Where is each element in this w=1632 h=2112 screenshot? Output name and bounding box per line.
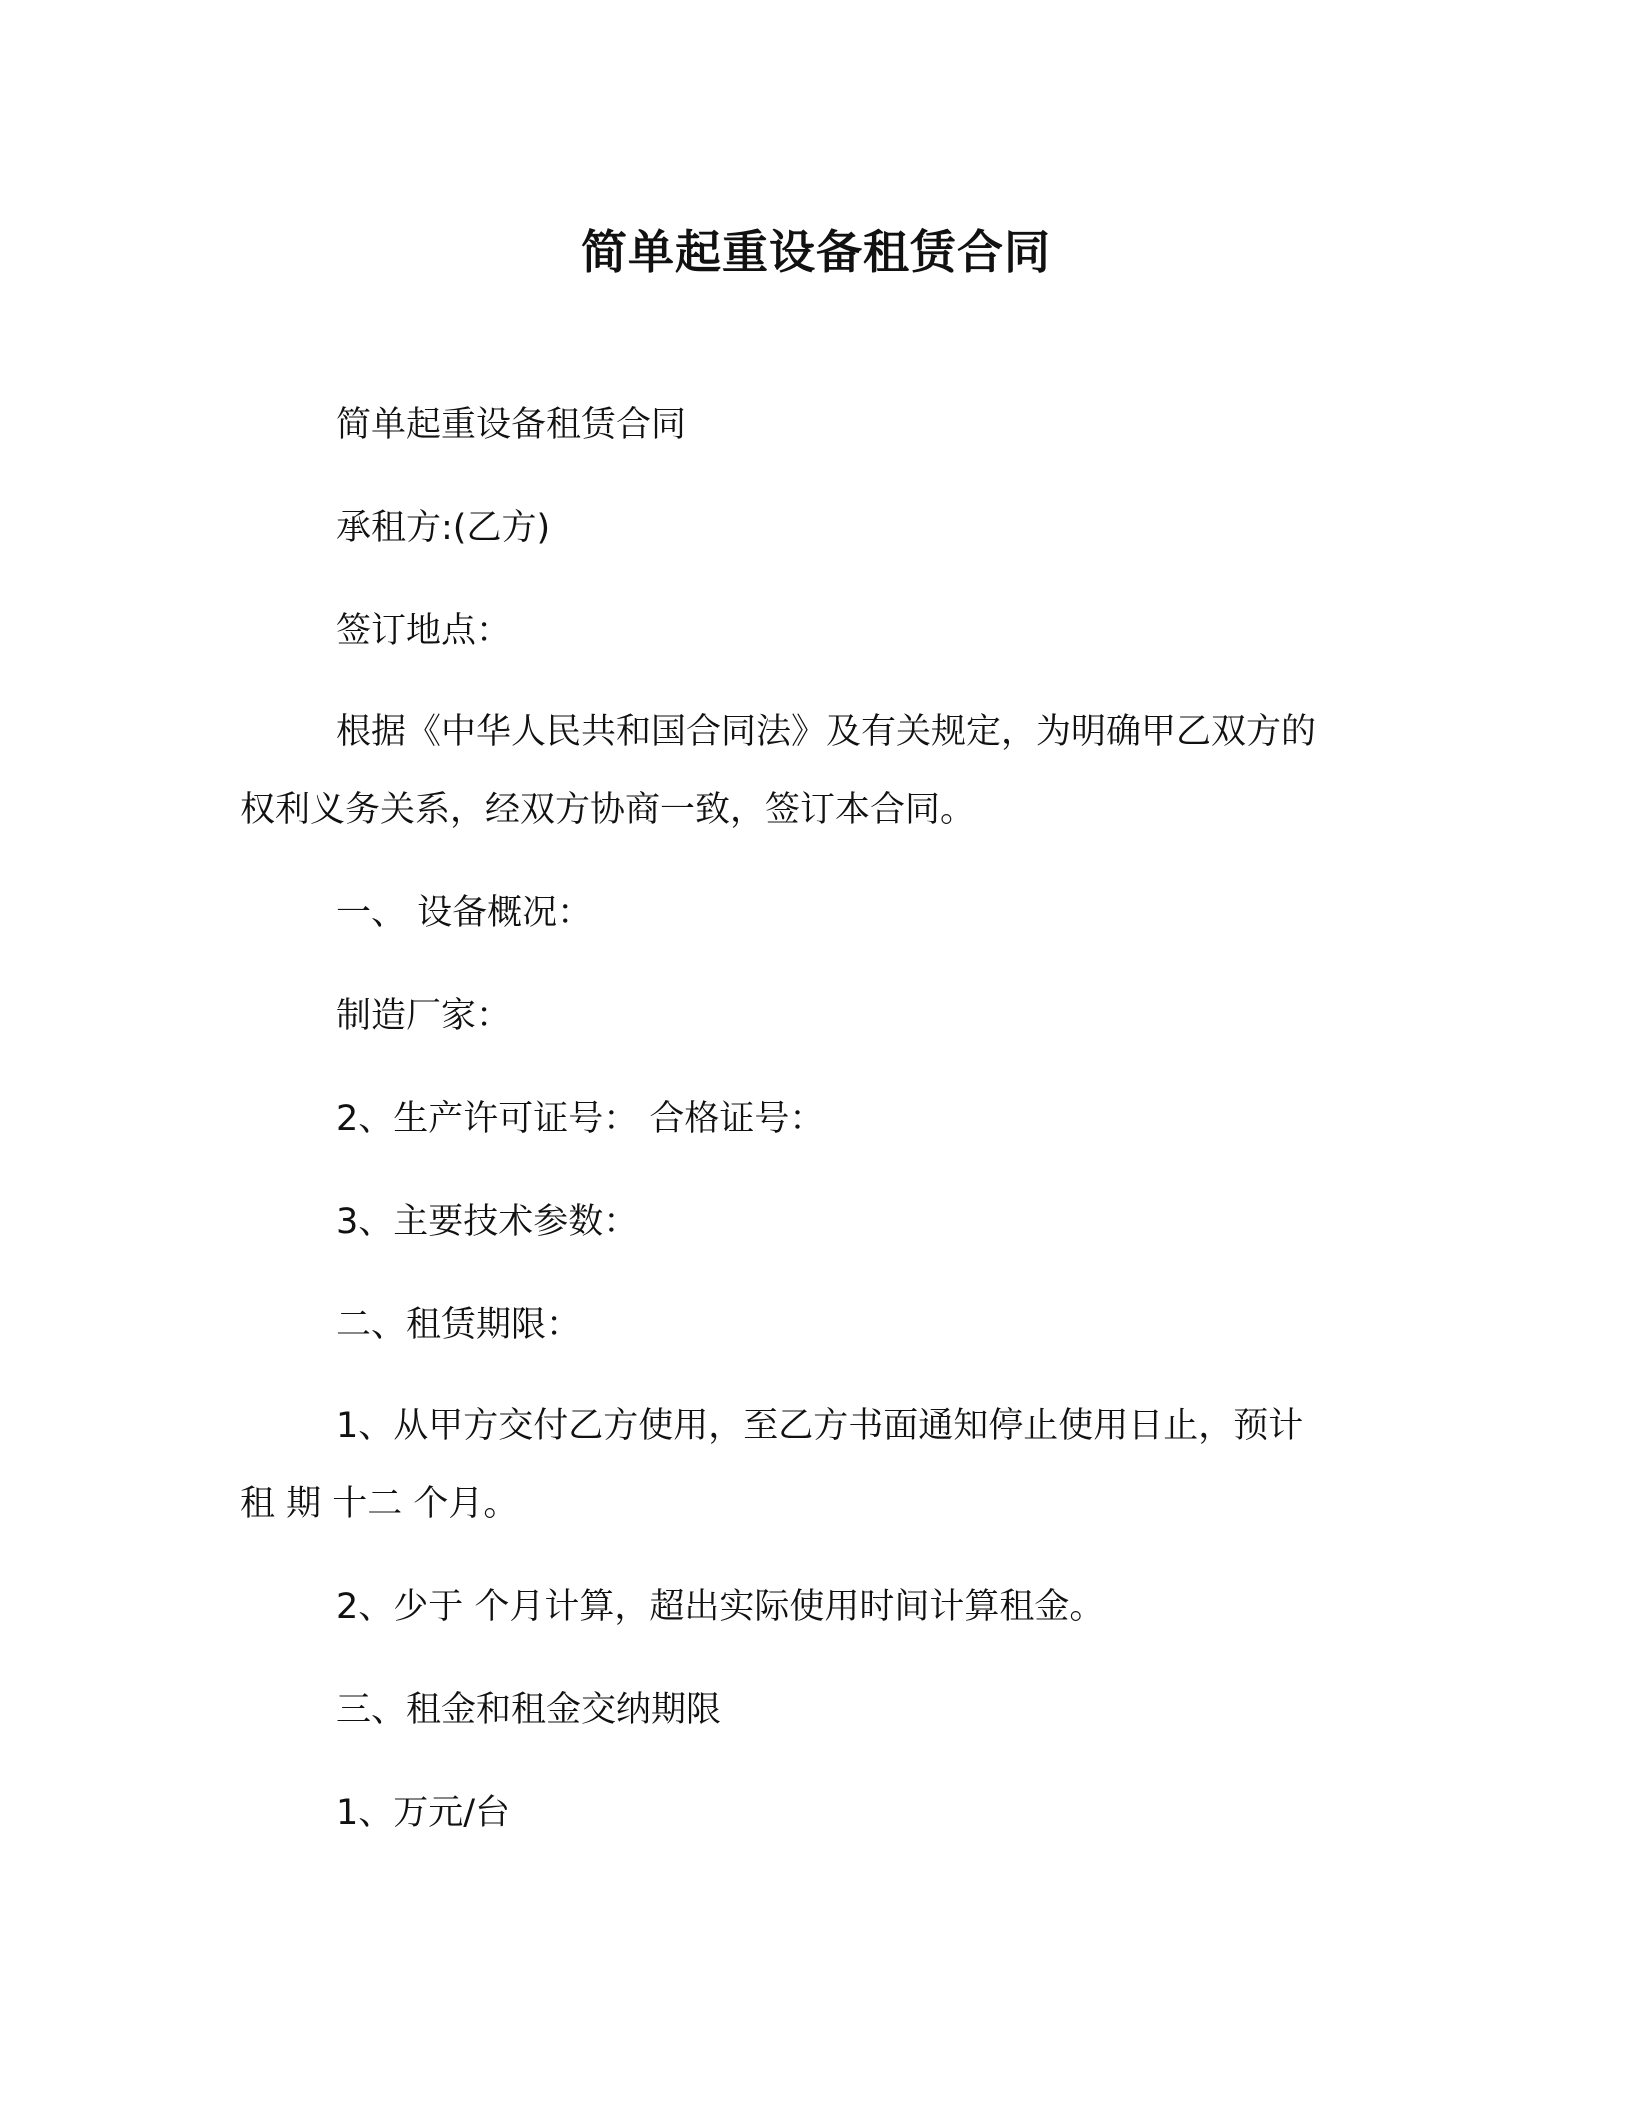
paragraph-preamble-line-2: 权利义务关系，经双方协商一致，签订本合同。 xyxy=(240,790,976,830)
paragraph-contract-name: 简单起重设备租赁合同 xyxy=(336,405,687,445)
section-heading-equipment: 一、 设备概况： xyxy=(336,893,593,933)
paragraph-signing-place: 签订地点： xyxy=(336,611,512,651)
section-heading-rent: 三、租金和租金交纳期限 xyxy=(336,1690,722,1730)
paragraph-tech-params: 3、主要技术参数： xyxy=(336,1202,639,1242)
paragraph-minimum-term: 2、少于 个月计算，超出实际使用时间计算租金。 xyxy=(336,1587,1105,1627)
paragraph-preamble-line-1: 根据《中华人民共和国合同法》及有关规定，为明确甲乙双方的 xyxy=(336,712,1317,752)
paragraph-lease-period xyxy=(240,1387,1400,1543)
paragraph-manufacturer: 制造厂家： xyxy=(336,996,512,1036)
document-title: 简单起重设备租赁合同 xyxy=(581,225,1051,279)
paragraph-lease-period-line-2: 租 期 十二 个月。 xyxy=(240,1484,519,1524)
paragraph-lessee: 承租方:(乙方) xyxy=(336,508,551,548)
paragraph-lease-period-line-1: 1、从甲方交付乙方使用，至乙方书面通知停止使用日止，预计 xyxy=(336,1406,1304,1446)
paragraph-rent-amount: 1、万元/台 xyxy=(336,1793,511,1833)
paragraph-preamble xyxy=(240,693,1400,849)
paragraph-license-number: 2、生产许可证号： 合格证号： xyxy=(336,1099,825,1139)
section-heading-lease-term: 二、租赁期限： xyxy=(336,1305,582,1345)
